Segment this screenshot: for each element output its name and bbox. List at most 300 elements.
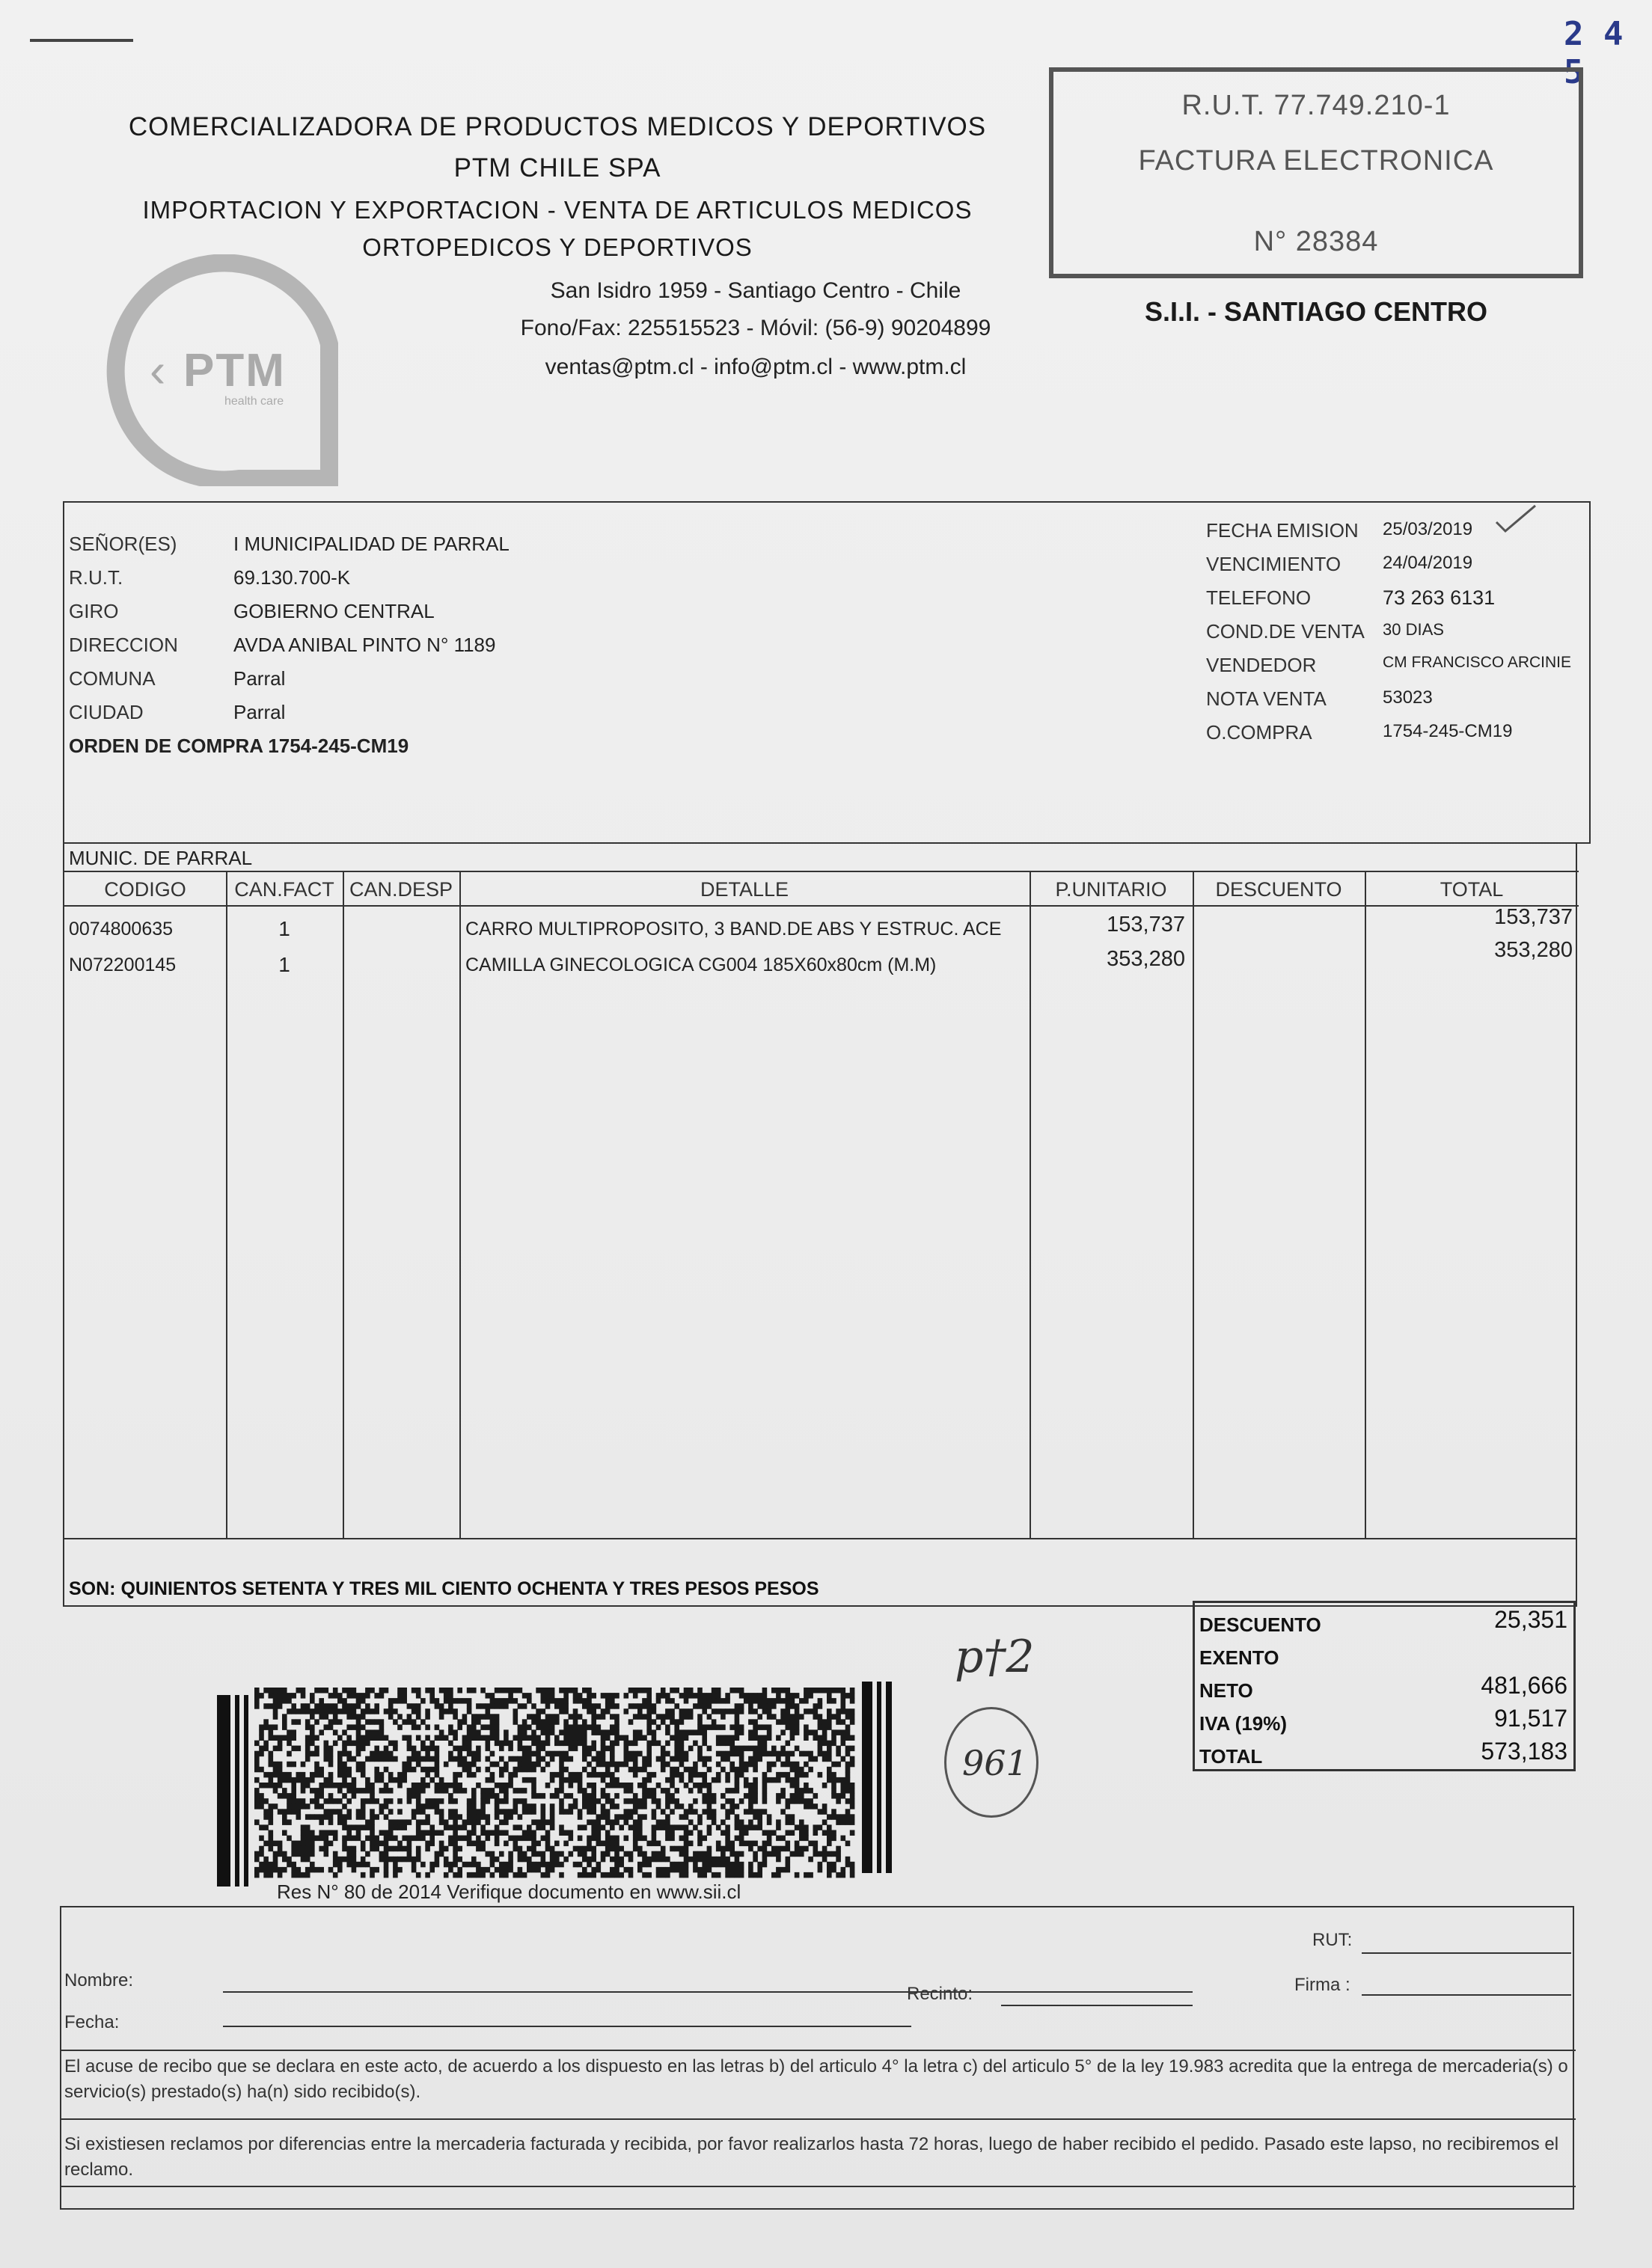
barcode-module — [379, 1735, 385, 1741]
barcode-module — [670, 1836, 675, 1842]
barcode-module — [291, 1708, 296, 1714]
barcode-module — [799, 1788, 804, 1794]
barcode-module — [637, 1714, 643, 1720]
barcode-module — [637, 1767, 643, 1773]
barcode-module — [273, 1857, 278, 1863]
barcode-module — [559, 1703, 564, 1709]
barcode-module — [836, 1872, 841, 1878]
barcode-module — [642, 1735, 647, 1741]
barcode-module — [614, 1693, 620, 1699]
barcode-module — [808, 1708, 813, 1714]
barcode-module — [554, 1735, 560, 1741]
barcode-module — [457, 1846, 462, 1852]
barcode-module — [495, 1735, 500, 1741]
barcode-module — [661, 1693, 666, 1699]
barcode-module — [841, 1688, 846, 1694]
barcode-module — [486, 1746, 491, 1752]
barcode-module — [301, 1777, 306, 1783]
barcode-module — [850, 1819, 855, 1825]
barcode-module — [642, 1714, 647, 1720]
barcode-module — [601, 1841, 606, 1847]
barcode-module — [352, 1846, 357, 1852]
barcode-module — [444, 1688, 449, 1694]
barcode-module — [582, 1824, 587, 1830]
barcode-module — [582, 1793, 587, 1799]
barcode-module — [762, 1703, 768, 1709]
barcode-module — [735, 1788, 740, 1794]
barcode-module — [480, 1872, 486, 1878]
barcode-module — [559, 1756, 564, 1762]
barcode-module — [361, 1724, 366, 1730]
barcode-module — [679, 1851, 685, 1857]
barcode-module — [684, 1867, 689, 1873]
barcode-module — [569, 1724, 574, 1730]
barcode-module — [850, 1756, 855, 1762]
barcode-module — [384, 1788, 389, 1794]
barcode-module — [388, 1846, 394, 1852]
barcode-module — [735, 1851, 740, 1857]
barcode-module — [278, 1767, 283, 1773]
barcode-module — [402, 1857, 407, 1863]
barcode-module — [591, 1793, 596, 1799]
barcode-module — [739, 1724, 744, 1730]
barcode-module — [624, 1819, 629, 1825]
barcode-module — [319, 1867, 324, 1873]
barcode-module — [822, 1846, 827, 1852]
barcode-module — [282, 1851, 287, 1857]
barcode-module — [407, 1788, 412, 1794]
barcode-module — [808, 1688, 813, 1694]
barcode-module — [646, 1788, 652, 1794]
barcode-module — [393, 1836, 398, 1842]
barcode-module — [370, 1751, 375, 1757]
barcode-module — [684, 1714, 689, 1720]
barcode-module — [813, 1729, 819, 1735]
barcode-module — [716, 1708, 721, 1714]
barcode-module — [379, 1751, 385, 1757]
barcode-module — [771, 1777, 777, 1783]
barcode-module — [471, 1798, 477, 1804]
barcode-module — [305, 1703, 310, 1709]
barcode-module — [642, 1698, 647, 1704]
barcode-module — [324, 1751, 329, 1757]
barcode-module — [818, 1719, 823, 1725]
barcode-module — [263, 1872, 269, 1878]
barcode-module — [310, 1729, 315, 1735]
firma-signature-line — [1362, 1994, 1571, 1996]
barcode-module — [813, 1851, 819, 1857]
barcode-module — [795, 1783, 800, 1789]
row-can-fact: 1 — [278, 953, 290, 976]
barcode-module — [656, 1698, 661, 1704]
barcode-module — [384, 1867, 389, 1873]
barcode-module — [554, 1862, 560, 1868]
barcode-module — [365, 1688, 370, 1694]
barcode-module — [646, 1714, 652, 1720]
barcode-module — [522, 1735, 527, 1741]
barcode-module — [725, 1872, 730, 1878]
barcode-module — [591, 1703, 596, 1709]
barcode-module — [702, 1693, 707, 1699]
barcode-module — [808, 1788, 813, 1794]
barcode-module — [495, 1729, 500, 1735]
barcode-module — [596, 1724, 602, 1730]
barcode-module — [412, 1814, 417, 1820]
barcode-module — [563, 1841, 569, 1847]
barcode-module — [522, 1762, 527, 1768]
barcode-module — [504, 1741, 509, 1747]
barcode-module — [513, 1708, 518, 1714]
barcode-module — [786, 1830, 791, 1836]
barcode-module — [587, 1862, 592, 1868]
barcode-module — [448, 1793, 453, 1799]
barcode-module — [735, 1729, 740, 1735]
barcode-module — [282, 1698, 287, 1704]
barcode-module — [559, 1803, 564, 1809]
barcode-module — [370, 1708, 375, 1714]
barcode-module — [707, 1851, 712, 1857]
barcode-module — [356, 1751, 361, 1757]
barcode-module — [554, 1714, 560, 1720]
barcode-module — [827, 1746, 832, 1752]
barcode-module — [467, 1698, 472, 1704]
barcode-module — [735, 1719, 740, 1725]
barcode-module — [435, 1809, 440, 1815]
barcode-module — [269, 1846, 274, 1852]
barcode-module — [273, 1724, 278, 1730]
barcode-module — [591, 1798, 596, 1804]
barcode-module — [273, 1735, 278, 1741]
barcode-module — [684, 1688, 689, 1694]
barcode-module — [554, 1857, 560, 1863]
barcode-module — [735, 1819, 740, 1825]
barcode-module — [282, 1714, 287, 1720]
barcode-module — [388, 1819, 394, 1825]
barcode-module — [628, 1857, 634, 1863]
barcode-module — [462, 1819, 468, 1825]
barcode-module — [693, 1703, 698, 1709]
barcode-module — [273, 1783, 278, 1789]
barcode-module — [786, 1751, 791, 1757]
barcode-module — [799, 1846, 804, 1852]
barcode-module — [624, 1693, 629, 1699]
barcode-module — [569, 1688, 574, 1694]
barcode-module — [453, 1830, 458, 1836]
barcode-module — [504, 1788, 509, 1794]
barcode-module — [702, 1862, 707, 1868]
barcode-module — [550, 1857, 555, 1863]
barcode-module — [674, 1803, 679, 1809]
barcode-module — [407, 1836, 412, 1842]
barcode-module — [471, 1729, 477, 1735]
barcode-module — [646, 1703, 652, 1709]
barcode-module — [476, 1703, 481, 1709]
barcode-module — [771, 1846, 777, 1852]
barcode-module — [624, 1851, 629, 1857]
barcode-module — [735, 1751, 740, 1757]
barcode-module — [435, 1698, 440, 1704]
barcode-module — [444, 1693, 449, 1699]
barcode-module — [508, 1783, 513, 1789]
barcode-module — [282, 1735, 287, 1741]
barcode-module — [495, 1803, 500, 1809]
barcode-module — [767, 1729, 772, 1735]
barcode-module — [679, 1762, 685, 1768]
barcode-module — [370, 1719, 375, 1725]
barcode-module — [813, 1793, 819, 1799]
barcode-module — [725, 1741, 730, 1747]
barcode-module — [444, 1857, 449, 1863]
barcode-module — [536, 1724, 541, 1730]
barcode-module — [712, 1698, 717, 1704]
barcode-module — [531, 1741, 536, 1747]
barcode-module — [425, 1819, 430, 1825]
barcode-module — [748, 1788, 753, 1794]
barcode-module — [328, 1798, 334, 1804]
barcode-module — [527, 1867, 532, 1873]
barcode-module — [504, 1793, 509, 1799]
barcode-module — [333, 1693, 338, 1699]
barcode-module — [850, 1746, 855, 1752]
barcode-module — [702, 1772, 707, 1778]
barcode-module — [628, 1719, 634, 1725]
barcode-module — [453, 1772, 458, 1778]
barcode-module — [762, 1735, 768, 1741]
barcode-module — [836, 1798, 841, 1804]
barcode-module — [352, 1857, 357, 1863]
barcode-module — [619, 1857, 624, 1863]
barcode-module — [384, 1746, 389, 1752]
barcode-module — [735, 1708, 740, 1714]
barcode-module — [384, 1751, 389, 1757]
barcode-module — [841, 1719, 846, 1725]
barcode-module — [416, 1714, 421, 1720]
barcode-module — [729, 1803, 735, 1809]
barcode-module — [642, 1703, 647, 1709]
barcode-module — [684, 1841, 689, 1847]
barcode-module — [273, 1803, 278, 1809]
barcode-module — [605, 1851, 611, 1857]
barcode-module — [328, 1830, 334, 1836]
barcode-module — [665, 1714, 670, 1720]
barcode-module — [813, 1735, 819, 1741]
barcode-module — [614, 1719, 620, 1725]
barcode-module — [374, 1703, 379, 1709]
barcode-module — [827, 1751, 832, 1757]
barcode-module — [795, 1762, 800, 1768]
barcode-module — [342, 1746, 347, 1752]
barcode-module — [420, 1809, 426, 1815]
barcode-module — [541, 1857, 546, 1863]
barcode-module — [259, 1803, 264, 1809]
barcode-module — [721, 1857, 726, 1863]
barcode-module — [462, 1836, 468, 1842]
barcode-module — [656, 1857, 661, 1863]
barcode-module — [254, 1857, 260, 1863]
barcode-module — [467, 1872, 472, 1878]
barcode-module — [790, 1767, 795, 1773]
barcode-module — [753, 1693, 758, 1699]
meta-value-telefono: 73 263 6131 — [1383, 586, 1496, 609]
barcode-module — [518, 1688, 523, 1694]
barcode-module — [393, 1746, 398, 1752]
barcode-module — [684, 1693, 689, 1699]
barcode-module — [425, 1872, 430, 1878]
items-section-title: MUNIC. DE PARRAL — [69, 847, 253, 869]
barcode-module — [674, 1756, 679, 1762]
barcode-module — [328, 1809, 334, 1815]
barcode-module — [314, 1772, 319, 1778]
barcode-module — [314, 1793, 319, 1799]
barcode-module — [379, 1729, 385, 1735]
barcode-module — [614, 1846, 620, 1852]
barcode-module — [628, 1703, 634, 1709]
barcode-module — [495, 1836, 500, 1842]
barcode-module — [795, 1872, 800, 1878]
barcode-module — [550, 1867, 555, 1873]
barcode-module — [448, 1688, 453, 1694]
barcode-module — [652, 1772, 657, 1778]
barcode-module — [827, 1851, 832, 1857]
barcode-module — [319, 1814, 324, 1820]
barcode-module — [582, 1751, 587, 1757]
barcode-module — [614, 1872, 620, 1878]
barcode-module — [729, 1762, 735, 1768]
barcode-module — [633, 1767, 638, 1773]
barcode-module — [601, 1793, 606, 1799]
barcode-module — [836, 1777, 841, 1783]
barcode-module — [836, 1762, 841, 1768]
barcode-module — [652, 1719, 657, 1725]
barcode-module — [291, 1793, 296, 1799]
barcode-module — [287, 1803, 292, 1809]
barcode-module — [633, 1729, 638, 1735]
barcode-module — [263, 1867, 269, 1873]
barcode-module — [679, 1777, 685, 1783]
barcode-module — [831, 1830, 836, 1836]
barcode-module — [661, 1756, 666, 1762]
barcode-module — [467, 1830, 472, 1836]
barcode-module — [499, 1862, 504, 1868]
barcode-module — [328, 1703, 334, 1709]
barcode-module — [319, 1830, 324, 1836]
barcode-module — [352, 1783, 357, 1789]
barcode-module — [591, 1846, 596, 1852]
barcode-module — [508, 1814, 513, 1820]
barcode-module — [661, 1751, 666, 1757]
barcode-module — [582, 1741, 587, 1747]
barcode-module — [254, 1788, 260, 1794]
barcode-module — [531, 1793, 536, 1799]
barcode-module — [536, 1735, 541, 1741]
barcode-module — [480, 1788, 486, 1794]
barcode-module — [278, 1867, 283, 1873]
barcode-module — [495, 1793, 500, 1799]
barcode-module — [305, 1719, 310, 1725]
barcode-module — [412, 1688, 417, 1694]
barcode-module — [573, 1735, 578, 1741]
barcode-module — [490, 1830, 495, 1836]
barcode-module — [786, 1867, 791, 1873]
barcode-module — [518, 1814, 523, 1820]
barcode-module — [573, 1724, 578, 1730]
barcode-module — [416, 1798, 421, 1804]
company-logo — [105, 254, 344, 486]
barcode-module — [541, 1862, 546, 1868]
barcode-module — [786, 1703, 791, 1709]
barcode-module — [841, 1708, 846, 1714]
barcode-module — [346, 1798, 352, 1804]
barcode-module — [263, 1783, 269, 1789]
barcode-module — [707, 1798, 712, 1804]
barcode-module — [352, 1824, 357, 1830]
barcode-module — [296, 1719, 302, 1725]
barcode-module — [831, 1735, 836, 1741]
barcode-module — [578, 1724, 583, 1730]
barcode-module — [831, 1772, 836, 1778]
barcode-module — [545, 1867, 551, 1873]
barcode-module — [804, 1729, 809, 1735]
barcode-module — [582, 1851, 587, 1857]
barcode-module — [674, 1703, 679, 1709]
barcode-module — [614, 1867, 620, 1873]
barcode-module — [356, 1714, 361, 1720]
barcode-module — [365, 1788, 370, 1794]
barcode-module — [610, 1872, 615, 1878]
barcode-module — [462, 1824, 468, 1830]
barcode-module — [633, 1846, 638, 1852]
barcode-module — [305, 1836, 310, 1842]
barcode-module — [374, 1693, 379, 1699]
barcode-module — [771, 1714, 777, 1720]
barcode-module — [545, 1741, 551, 1747]
barcode-module — [735, 1735, 740, 1741]
barcode-module — [578, 1814, 583, 1820]
barcode-module — [827, 1830, 832, 1836]
barcode-module — [610, 1798, 615, 1804]
barcode-module — [697, 1788, 703, 1794]
barcode-module — [637, 1729, 643, 1735]
barcode-module — [739, 1772, 744, 1778]
barcode-module — [753, 1814, 758, 1820]
barcode-module — [688, 1714, 694, 1720]
total-value-descuento: 25,351 — [1494, 1606, 1567, 1633]
barcode-module — [416, 1783, 421, 1789]
barcode-module — [656, 1724, 661, 1730]
barcode-module — [444, 1708, 449, 1714]
barcode-module — [513, 1688, 518, 1694]
barcode-module — [301, 1708, 306, 1714]
col-header-can-desp: CAN.DESP — [349, 878, 453, 901]
barcode-module — [827, 1836, 832, 1842]
barcode-module — [467, 1803, 472, 1809]
barcode-module — [453, 1746, 458, 1752]
barcode-module — [374, 1777, 379, 1783]
barcode-module — [397, 1819, 403, 1825]
barcode-module — [661, 1746, 666, 1752]
barcode-module — [513, 1803, 518, 1809]
barcode-module — [518, 1798, 523, 1804]
barcode-module — [661, 1719, 666, 1725]
barcode-module — [845, 1788, 851, 1794]
barcode-module — [397, 1846, 403, 1852]
barcode-module — [735, 1814, 740, 1820]
reception-box — [60, 1906, 1574, 2210]
barcode-module — [729, 1751, 735, 1757]
barcode-module — [845, 1819, 851, 1825]
barcode-module — [702, 1729, 707, 1735]
client-info-box — [63, 501, 1591, 844]
